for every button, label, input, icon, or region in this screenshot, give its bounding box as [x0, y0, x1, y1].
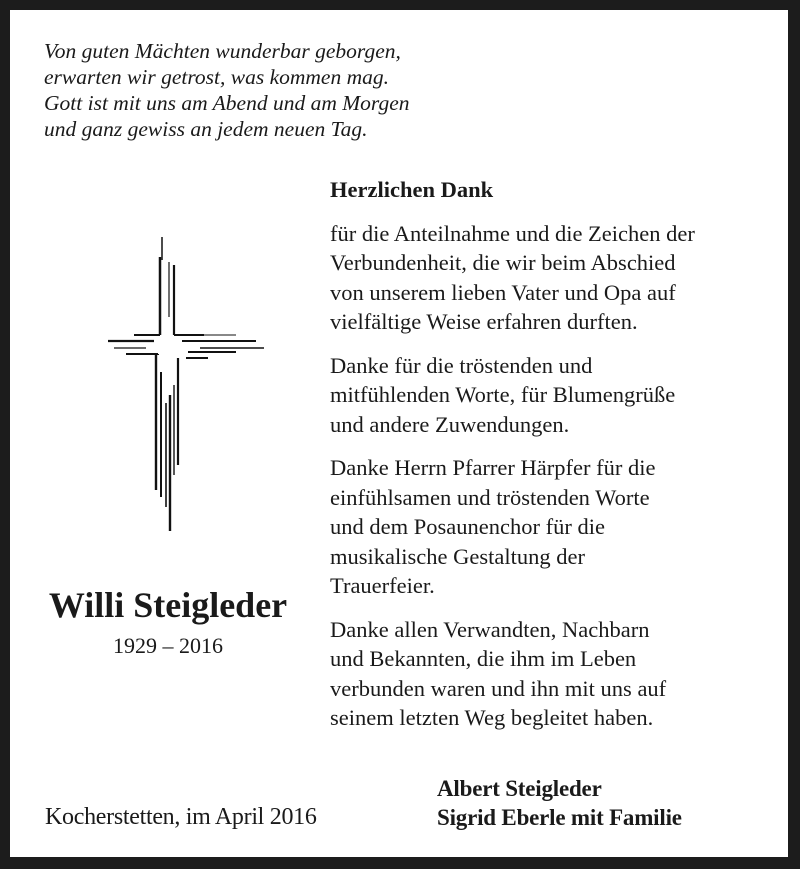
text-line: verbunden waren und ihn mit uns auf	[330, 675, 667, 701]
thanks-heading: Herzlichen Dank	[330, 177, 494, 202]
cross-icon	[96, 235, 266, 535]
text-line: und andere Zuwendungen.	[330, 411, 570, 437]
text-line: Danke Herrn Pfarrer Härpfer für die	[330, 455, 656, 480]
place-and-date: Kocherstetten, im April 2016	[45, 804, 317, 830]
text-line: und dem Posaunenchor für die	[330, 514, 605, 539]
life-years: 1929 – 2016	[113, 633, 223, 658]
text-line: Verbundenheit, die wir beim Abschied	[330, 250, 676, 275]
motto-line: Von guten Mächten wunderbar geborgen,	[44, 39, 401, 63]
motto-line: Gott ist mit uns am Abend und am Morgen	[44, 91, 410, 115]
thanks-section	[330, 175, 780, 747]
obituary-card	[10, 10, 788, 857]
text-line: musikalische Gestaltung der	[330, 543, 585, 569]
motto-verse	[44, 38, 410, 142]
thanks-paragraph	[330, 351, 780, 440]
thanks-paragraph	[330, 219, 780, 337]
text-line: seinem letzten Weg begleitet haben.	[330, 705, 654, 730]
text-line: Trauerfeier.	[330, 573, 435, 598]
text-line: von unserem lieben Vater und Opa auf	[330, 279, 676, 305]
text-line: und Bekannten, die ihm im Leben	[330, 646, 637, 671]
deceased-name: Willi Steigleder	[48, 585, 288, 625]
signer-name: Albert Steigleder	[437, 776, 602, 801]
text-line: Danke allen Verwandten, Nachbarn	[330, 616, 650, 642]
signers	[437, 774, 682, 832]
motto-line: erwarten wir getrost, was kommen mag.	[44, 65, 389, 89]
text-line: einfühlsamen und tröstenden Worte	[330, 484, 650, 510]
thanks-paragraph	[330, 615, 780, 733]
motto-line: und ganz gewiss an jedem neuen Tag.	[44, 117, 368, 141]
text-line: mitfühlenden Worte, für Blumengrüße	[330, 382, 676, 407]
thanks-paragraph	[330, 453, 780, 601]
signer-name: Sigrid Eberle mit Familie	[437, 805, 682, 830]
text-line: für die Anteilnahme und die Zeichen der	[330, 220, 695, 246]
text-line: vielfältige Weise erfahren durften.	[330, 309, 638, 334]
text-line: Danke für die tröstenden und	[330, 352, 593, 378]
